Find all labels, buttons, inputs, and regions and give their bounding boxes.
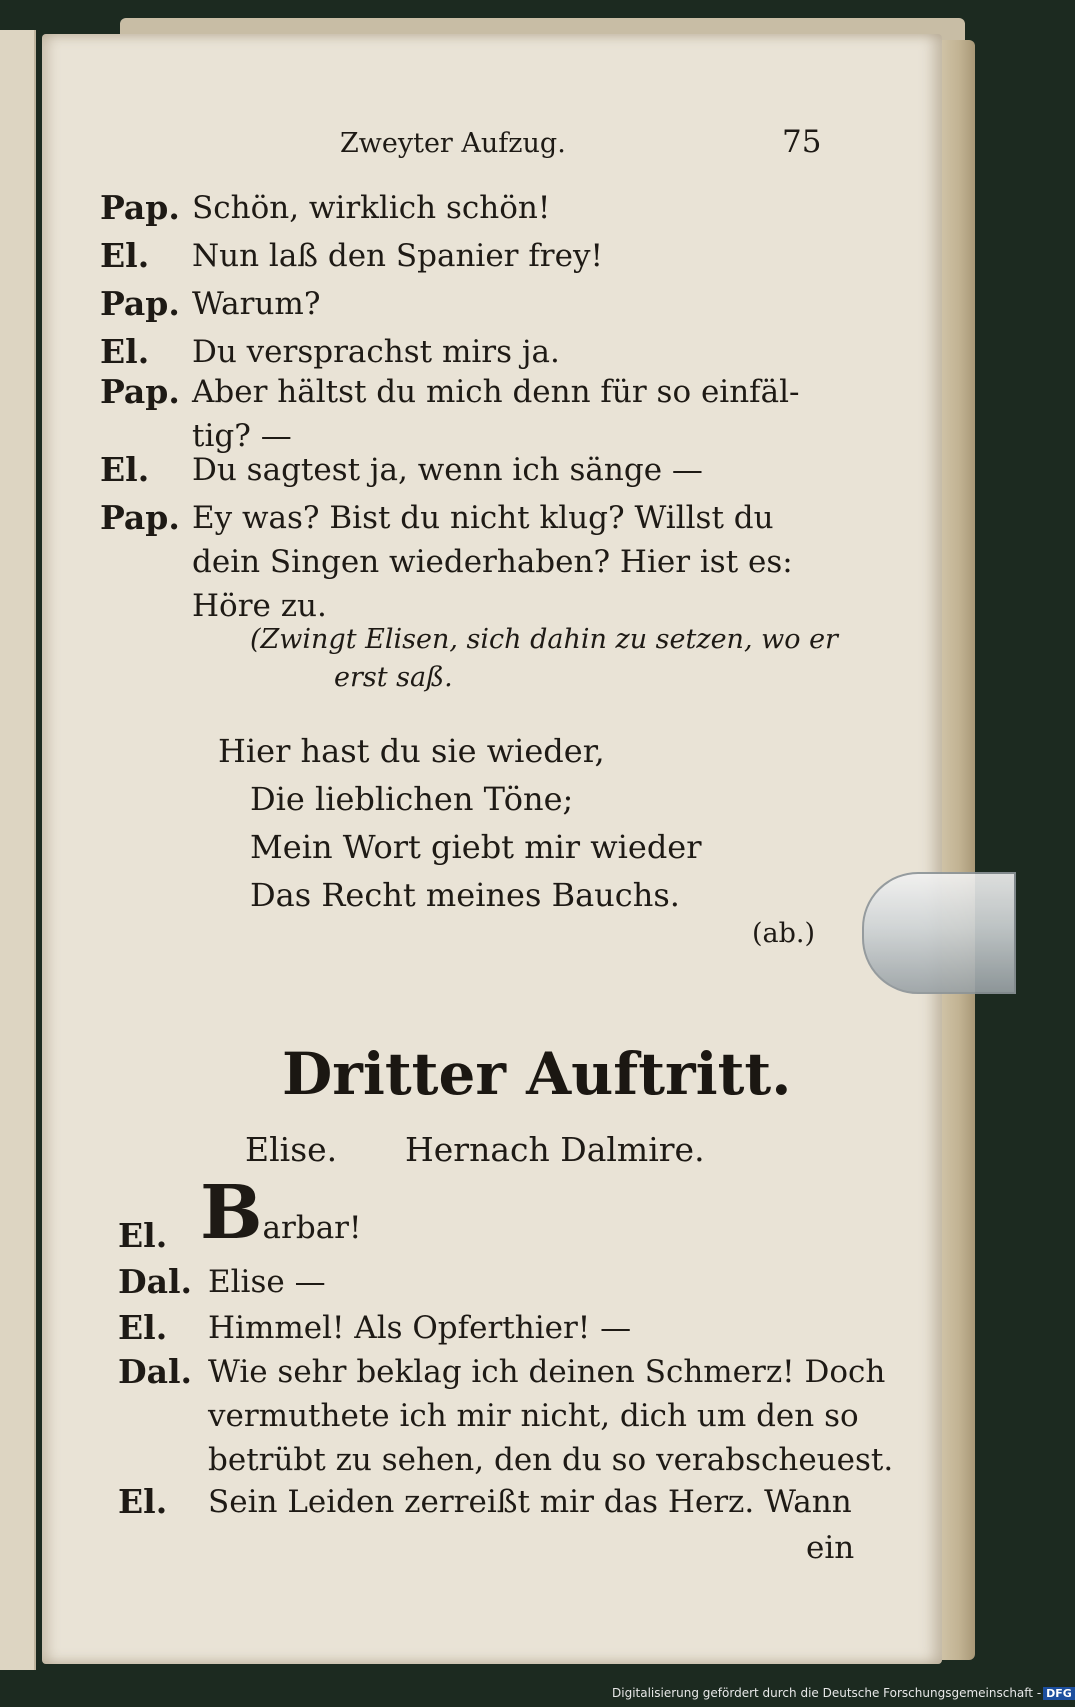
left-page-edge xyxy=(0,30,36,1670)
dialogue-line-dropcap xyxy=(200,1170,362,1256)
drop-cap: B xyxy=(200,1170,263,1256)
speaker-label: El. xyxy=(118,1216,168,1255)
verse-line: Hier hast du sie wieder, xyxy=(218,732,605,770)
speaker-label: Pap. xyxy=(100,284,180,323)
page-clip xyxy=(862,872,1016,994)
exit-direction: (ab.) xyxy=(752,918,816,949)
dialogue-line: Du versprachst mirs ja. xyxy=(192,334,560,370)
speaker-label: El. xyxy=(100,236,150,275)
dialogue-line: Himmel! Als Opferthier! — xyxy=(208,1310,632,1346)
running-title: Zweyter Aufzug. xyxy=(340,128,566,159)
dialogue-line: Nun laß den Spanier frey! xyxy=(192,238,603,274)
dialogue-line: tig? — xyxy=(192,418,292,454)
verse-line: Die lieblichen Töne; xyxy=(250,780,574,818)
dialogue-line: Elise — xyxy=(208,1264,326,1300)
speaker-label: El. xyxy=(118,1482,168,1521)
verse-line: Das Recht meines Bauchs. xyxy=(250,876,680,914)
dialogue-line: Schön, wirklich schön! xyxy=(192,190,551,226)
speaker-label: Pap. xyxy=(100,188,180,227)
dfg-logo-icon: DFG xyxy=(1043,1687,1075,1700)
speaker-label: Dal. xyxy=(118,1262,193,1301)
dialogue-line: Sein Leiden zerreißt mir das Herz. Wann xyxy=(208,1484,852,1520)
scene-title: Dritter Auftritt. xyxy=(282,1040,792,1108)
digitization-credit xyxy=(612,1686,1075,1700)
speaker-label: Dal. xyxy=(118,1352,193,1391)
dialogue-line: arbar! xyxy=(262,1210,362,1246)
dialogue-line: Du sagtest ja, wenn ich sänge — xyxy=(192,452,703,488)
cast-second: Hernach Dalmire. xyxy=(405,1130,705,1169)
speaker-label: El. xyxy=(118,1308,168,1347)
speaker-label: Pap. xyxy=(100,498,180,537)
stage-direction: (Zwingt Elisen, sich dahin zu setzen, wo er xyxy=(250,624,838,655)
cast-first: Elise. xyxy=(245,1130,338,1169)
speaker-label: El. xyxy=(100,450,150,489)
dialogue-line: Höre zu. xyxy=(192,588,327,624)
dialogue-line: dein Singen wiederhaben? Hier ist es: xyxy=(192,544,793,580)
credit-text: Digitalisierung gefördert durch die Deutsche Forschungsgemeinschaft - xyxy=(612,1686,1042,1700)
dialogue-line: Wie sehr beklag ich deinen Schmerz! Doch xyxy=(208,1354,886,1390)
dialogue-line: Warum? xyxy=(192,286,321,322)
page-number: 75 xyxy=(782,124,822,160)
catchword: ein xyxy=(806,1530,855,1566)
dialogue-line: betrübt zu sehen, den du so verabscheuest. xyxy=(208,1442,894,1478)
dialogue-line: Aber hältst du mich denn für so einfäl- xyxy=(192,374,800,410)
dialogue-line: Ey was? Bist du nicht klug? Willst du xyxy=(192,500,774,536)
stage-direction: erst saß. xyxy=(334,662,453,693)
dialogue-line: vermuthete ich mir nicht, dich um den so xyxy=(208,1398,859,1434)
verse-line: Mein Wort giebt mir wieder xyxy=(250,828,702,866)
speaker-label: El. xyxy=(100,332,150,371)
speaker-label: Pap. xyxy=(100,372,180,411)
